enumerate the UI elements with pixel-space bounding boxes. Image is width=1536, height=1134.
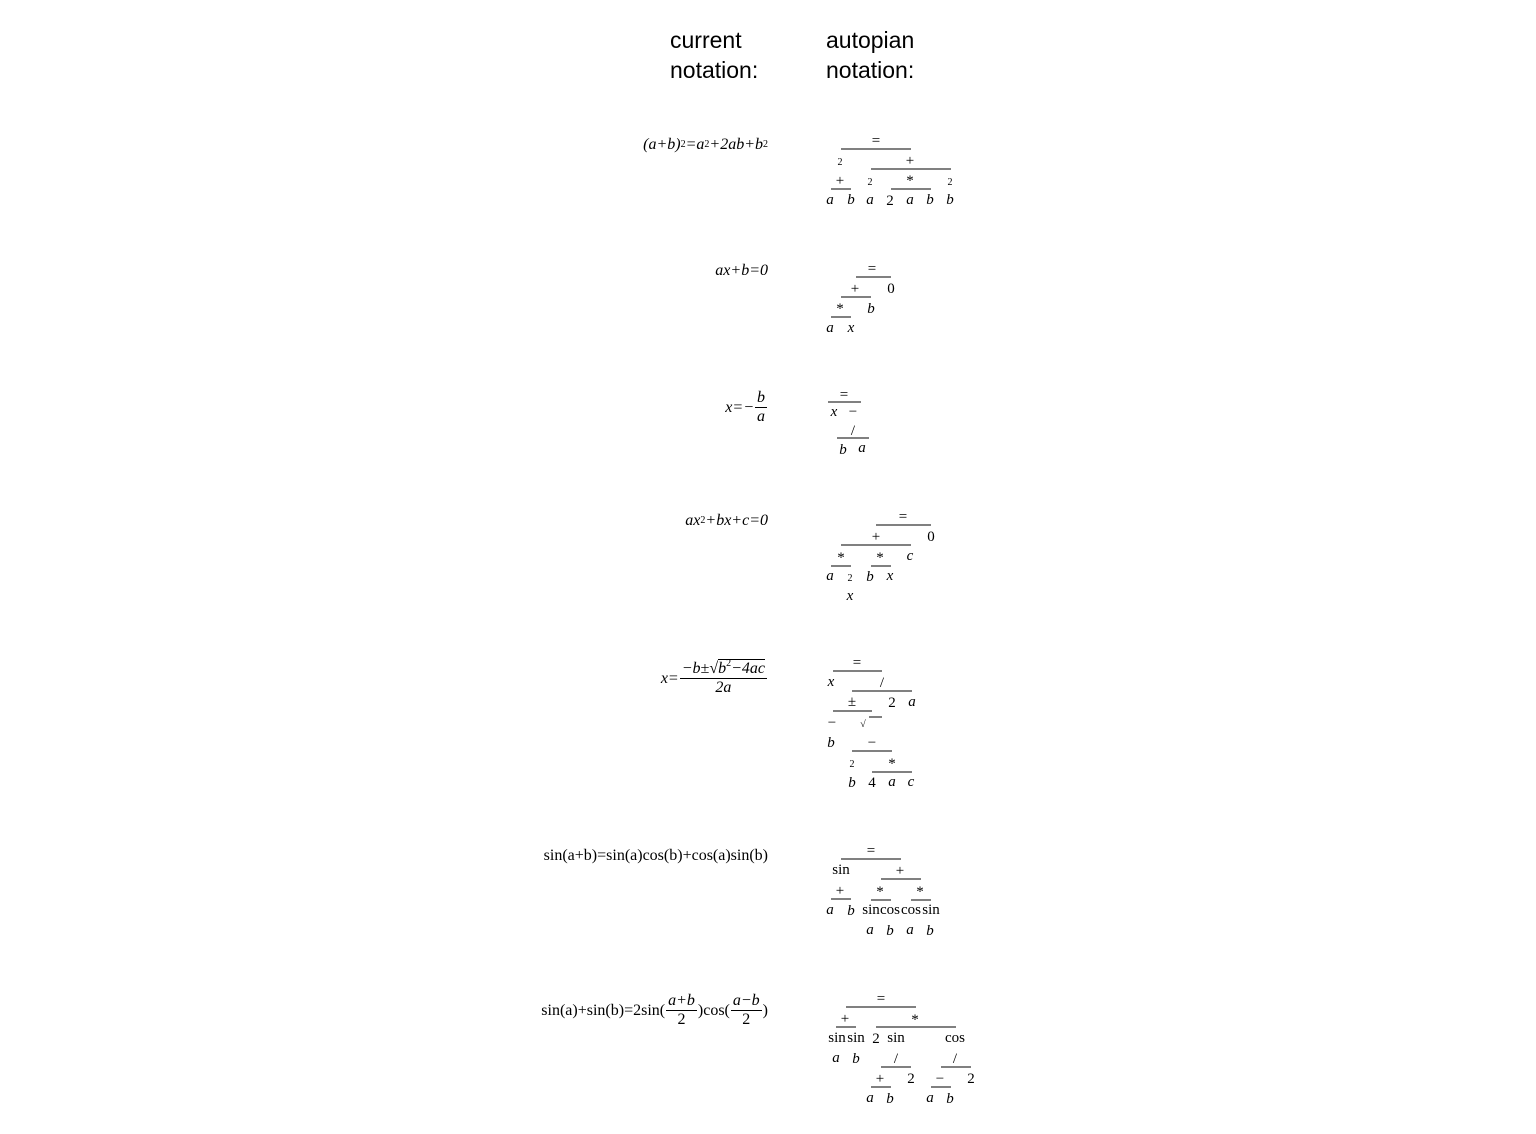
tree-node: 2 (967, 1071, 975, 1087)
tree-node: + (871, 529, 881, 545)
tree-node: * (836, 301, 844, 317)
expr: −b± (681, 660, 710, 677)
tree-6 (826, 843, 940, 939)
expr: =a (685, 136, 705, 153)
denominator: a (757, 408, 765, 425)
tree-node: 2 (849, 759, 855, 770)
tree-node: − (935, 1071, 945, 1087)
tree-node: + (850, 281, 860, 297)
tree-node: / (893, 1051, 899, 1067)
tree-node: = (898, 509, 908, 525)
tree-node: ± (847, 694, 857, 710)
expr: ax (685, 512, 701, 529)
tree-node: = (852, 655, 862, 671)
tree-node: b (847, 903, 855, 919)
tree-node: 2 (886, 193, 894, 209)
tree-3 (828, 387, 869, 458)
expr: sin(a+b)=sin(a)cos(b)+cos(a)sin(b) (543, 847, 768, 864)
tree-node: 2 (847, 573, 853, 584)
tree-node: 0 (927, 529, 935, 545)
tree-node: a (866, 192, 874, 208)
tree-node: x (827, 674, 835, 690)
equation-1-current: (a+b) 2 =a 2 +2ab+b 2 (643, 136, 768, 153)
equation-4-current: ax 2 +bx+c=0 (685, 512, 768, 529)
tree-node: 2 (947, 177, 953, 188)
expr: x=− (725, 398, 754, 416)
tree-node: * (906, 173, 914, 189)
header-line-2: notation: (826, 57, 915, 83)
tree-node: b (847, 192, 855, 208)
tree-node: x (886, 568, 894, 584)
tree-1 (826, 133, 954, 209)
denominator: 2 (742, 1011, 751, 1028)
tree-node: b (886, 1091, 894, 1107)
tree-node: a (866, 922, 874, 938)
tree-node: b (926, 923, 934, 939)
tree-node: 2 (872, 1031, 880, 1047)
tree-node: * (916, 884, 924, 900)
tree-2 (826, 261, 895, 336)
expr: b (718, 660, 727, 677)
header-line-2: notation: (670, 57, 759, 83)
tree-node: c (906, 548, 914, 564)
exponent: 2 (726, 658, 732, 669)
tree-node: a (906, 922, 914, 938)
tree-node: * (876, 884, 884, 900)
tree-4 (826, 509, 935, 604)
tree-node: = (871, 133, 881, 149)
tree-node: 4 (868, 775, 876, 791)
expr: −4ac (731, 660, 765, 677)
tree-node: 2 (888, 695, 896, 711)
tree-node: cos (901, 902, 921, 918)
tree-node: * (888, 756, 896, 772)
numerator: a−b (732, 992, 760, 1009)
tree-node: sin (922, 902, 940, 918)
tree-node: a (826, 192, 834, 208)
tree-node: a (826, 568, 834, 584)
tree-node: a (826, 320, 834, 336)
tree-node: x (830, 404, 838, 420)
tree-node: sin (847, 1030, 865, 1046)
tree-node: = (867, 261, 877, 277)
numerator: b (757, 389, 765, 406)
tree-node: b (866, 569, 874, 585)
tree-node: b (926, 192, 934, 208)
tree-node: a (888, 774, 896, 790)
tree-node: b (946, 1091, 954, 1107)
tree-node: − (848, 404, 858, 420)
tree-node: cos (880, 902, 900, 918)
tree-node: b (946, 192, 954, 208)
denominator: 2a (715, 679, 732, 696)
tree-node: + (835, 883, 845, 899)
header-line-1: autopian (826, 27, 915, 53)
tree-node: b (827, 735, 835, 751)
expr: +bx+c=0 (705, 512, 768, 529)
tree-node: 2 (837, 157, 843, 168)
tree-node: * (837, 550, 845, 566)
tree-node: + (895, 863, 905, 879)
expr: ) (762, 1001, 768, 1019)
tree-7 (828, 991, 975, 1107)
tree-node: b (867, 301, 875, 317)
tree-node: a (926, 1090, 934, 1106)
tree-node: * (876, 550, 884, 566)
tree-node: / (952, 1051, 958, 1067)
tree-node: − (867, 735, 877, 751)
tree-node: x (847, 320, 855, 336)
tree-node: b (852, 1051, 860, 1067)
tree-node: a (866, 1090, 874, 1106)
tree-node: sin (862, 902, 880, 918)
tree-node: √ (860, 719, 866, 730)
tree-node: sin (887, 1030, 905, 1046)
tree-node: sin (828, 1030, 846, 1046)
tree-node: + (875, 1071, 885, 1087)
tree-node: 2 (907, 1071, 915, 1087)
tree-node: = (866, 843, 876, 859)
expr: +2ab+b (709, 136, 763, 153)
tree-node: a (826, 902, 834, 918)
tree-node: + (905, 153, 915, 169)
numerator: a+b (668, 992, 695, 1009)
tree-5 (827, 655, 916, 791)
tree-node: = (876, 991, 886, 1007)
tree-node: / (850, 423, 856, 439)
tree-node: sin (832, 862, 850, 878)
tree-node: 0 (887, 281, 895, 297)
tree-node: a (906, 192, 914, 208)
tree-node: 2 (867, 177, 873, 188)
expr: x= (660, 669, 679, 687)
tree-node: c (907, 774, 915, 790)
header-line-1: current (670, 27, 742, 53)
tree-node: + (840, 1011, 850, 1027)
expr: (a+b) (643, 136, 681, 153)
tree-node: a (908, 694, 916, 710)
expr: )cos( (697, 1001, 730, 1019)
tree-node: b (848, 775, 856, 791)
tree-node: cos (945, 1030, 965, 1046)
expr: ax+b=0 (715, 262, 768, 279)
denominator: 2 (677, 1011, 686, 1028)
tree-node: / (879, 675, 885, 691)
tree-node: = (839, 387, 849, 403)
tree-node: a (832, 1050, 840, 1066)
tree-node: − (827, 715, 837, 731)
tree-node: b (839, 442, 847, 458)
radical-sign: √ (709, 660, 719, 677)
tree-node: + (835, 173, 845, 189)
tree-node: x (846, 588, 854, 604)
tree-node: * (911, 1012, 919, 1028)
tree-node: b (886, 923, 894, 939)
tree-node: a (858, 440, 866, 456)
expr: sin(a)+sin(b)=2sin( (541, 1001, 666, 1019)
